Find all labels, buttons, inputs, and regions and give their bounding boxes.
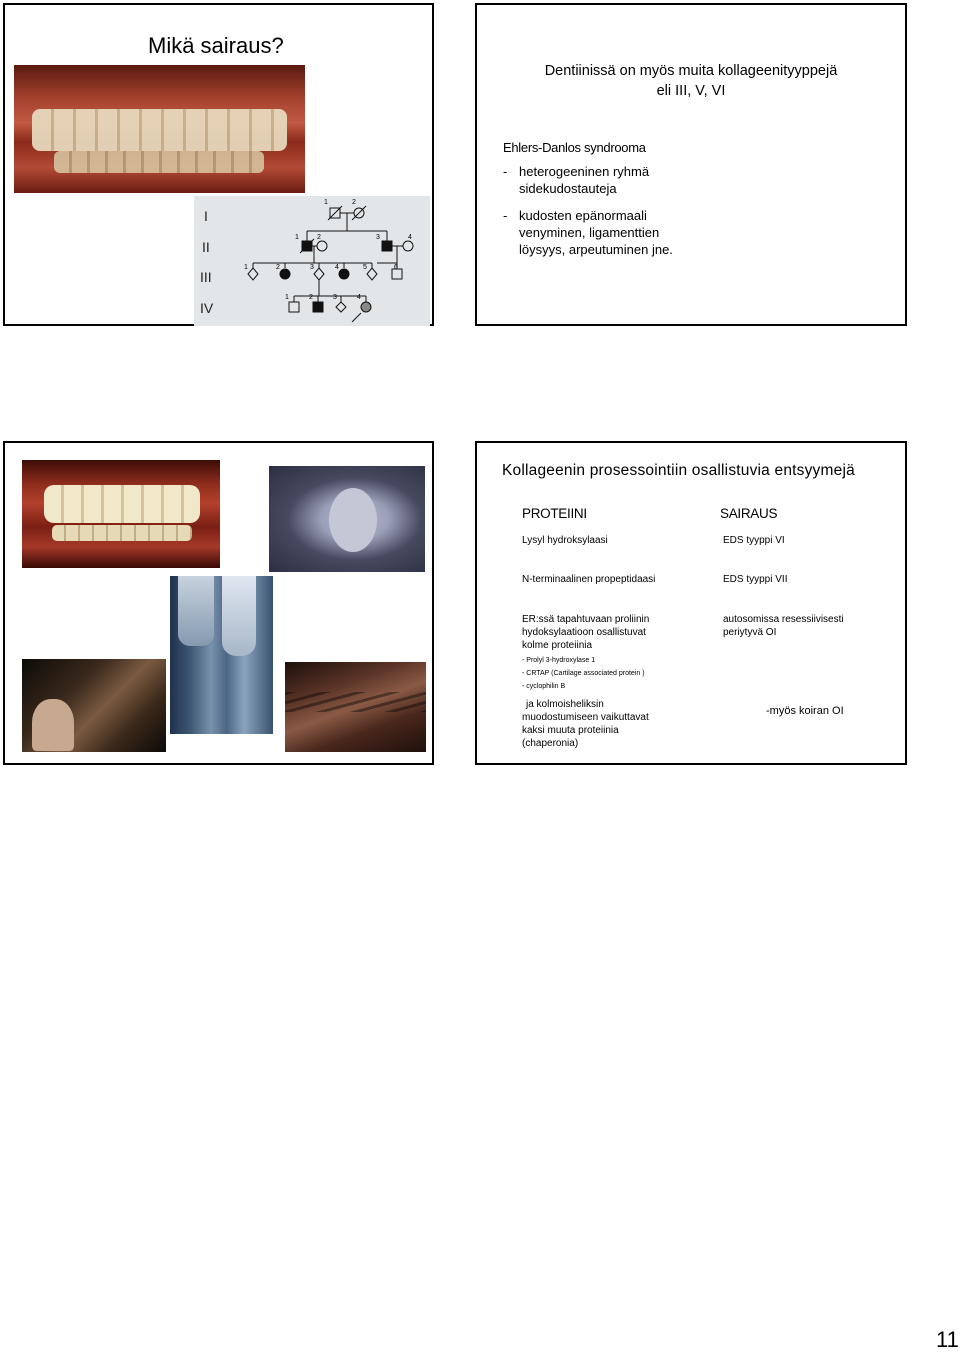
- column-header-protein: PROTEIINI: [522, 506, 587, 521]
- row1-protein: Lysyl hydroksylaasi: [522, 535, 608, 546]
- row1-disease: EDS tyyppi VI: [723, 535, 785, 546]
- bullet-2-line1: kudosten epänormaali: [519, 208, 647, 223]
- gen-label-iii: III: [200, 269, 212, 285]
- row4-disease: -myös koiran OI: [766, 705, 844, 717]
- pedigree-number: 3: [376, 234, 380, 241]
- column-header-disease: SAIRAUS: [720, 506, 778, 521]
- pedigree-number: 2: [309, 294, 313, 301]
- gen-label-i: I: [204, 208, 208, 224]
- bullet-1-line1: heterogeeninen ryhmä: [519, 164, 650, 179]
- pedigree-number: 2: [352, 199, 356, 206]
- pedigree-number: 1: [244, 264, 248, 271]
- row3-disease-line1: autosomissa resessiivisesti: [723, 614, 844, 625]
- row4-protein-line4: (chaperonia): [522, 738, 579, 749]
- thumb-photo: [22, 659, 166, 752]
- pedigree-male-affected: [313, 302, 323, 312]
- slide-1: [3, 3, 434, 326]
- pedigree-male: [289, 302, 299, 312]
- row3-item: - Prolyl 3-hydroxylase 1: [522, 657, 596, 664]
- pedigree-number: 3: [310, 264, 314, 271]
- gen-label-ii: II: [202, 239, 210, 255]
- bullet-2-line3: löysyys, arpeutuminen jne.: [519, 242, 673, 257]
- slide-4-title: Kollageenin prosessointiin osallistuvia entsyymejä: [502, 462, 855, 479]
- pedigree-number: 3: [333, 294, 337, 301]
- bullet-dash: -: [503, 164, 508, 179]
- bullet-2-line2: venyminen, ligamenttien: [519, 225, 660, 240]
- bullet-dash: -: [503, 208, 508, 223]
- row2-protein: N-terminaalinen propeptidaasi: [522, 574, 656, 585]
- pedigree-female: [317, 241, 327, 251]
- pedigree-number: 2: [317, 234, 321, 241]
- slide-3: [3, 441, 434, 765]
- skin-photo: [285, 662, 426, 752]
- gen-label-iv: IV: [200, 300, 214, 316]
- pedigree-number: 1: [295, 234, 299, 241]
- pedigree-female-affected: [339, 269, 349, 279]
- row3-protein-line1: ER:ssä tapahtuvaan proliinin: [522, 614, 650, 625]
- syndrome-title: Ehlers-Danlos syndrooma: [503, 140, 646, 155]
- pedigree-number: 6: [394, 264, 398, 271]
- bullet-1-line2: sidekudostauteja: [519, 181, 617, 196]
- pedigree-number: 1: [285, 294, 289, 301]
- slide-2-heading-line1: Dentiinissä on myös muita kollageenityyppejä: [544, 63, 838, 79]
- pedigree-diamond: [314, 268, 324, 280]
- pedigree-number: 1: [324, 199, 328, 206]
- xray-photo: [170, 576, 273, 734]
- pedigree-number: 4: [335, 264, 339, 271]
- histology-photo: [269, 466, 425, 572]
- row3-item: - cyclophilin B: [522, 683, 566, 690]
- row4-protein-line3: kaksi muuta proteiinia: [522, 725, 619, 736]
- pedigree-number: 5: [363, 264, 367, 271]
- pedigree-diamond: [367, 268, 377, 280]
- pedigree-chart: [194, 196, 430, 326]
- pedigree-diamond: [336, 302, 346, 312]
- slide-4: [475, 441, 907, 765]
- slide-2-heading-line2: eli III, V, VI: [656, 83, 726, 99]
- pedigree-male-affected: [382, 241, 392, 251]
- smile-photo: [22, 460, 220, 568]
- row4-protein-line1: ja kolmoisheliksin: [526, 699, 604, 710]
- row3-item: - CRTAP (Cartilage associated protein ): [522, 670, 645, 677]
- pedigree-diamond: [248, 268, 258, 280]
- row3-protein-line3: kolme proteiinia: [522, 640, 593, 651]
- row2-disease: EDS tyyppi VII: [723, 574, 788, 585]
- page-number: 11: [936, 1327, 959, 1352]
- pedigree-number: 2: [276, 264, 280, 271]
- slide-2: [475, 3, 907, 326]
- pedigree-number: 4: [408, 234, 412, 241]
- row3-protein-line2: hydoksylaatioon osallistuvat: [522, 627, 646, 638]
- pedigree-female-affected: [280, 269, 290, 279]
- row3-disease-line2: periytyvä OI: [723, 627, 777, 638]
- row4-protein-line2: muodostumiseen vaikuttavat: [522, 712, 649, 723]
- teeth-photo: [14, 65, 305, 193]
- pedigree-female: [403, 241, 413, 251]
- slide-1-title: Mikä sairaus?: [148, 33, 284, 58]
- pedigree-proband: [361, 302, 371, 312]
- pedigree-number: 4: [357, 294, 361, 301]
